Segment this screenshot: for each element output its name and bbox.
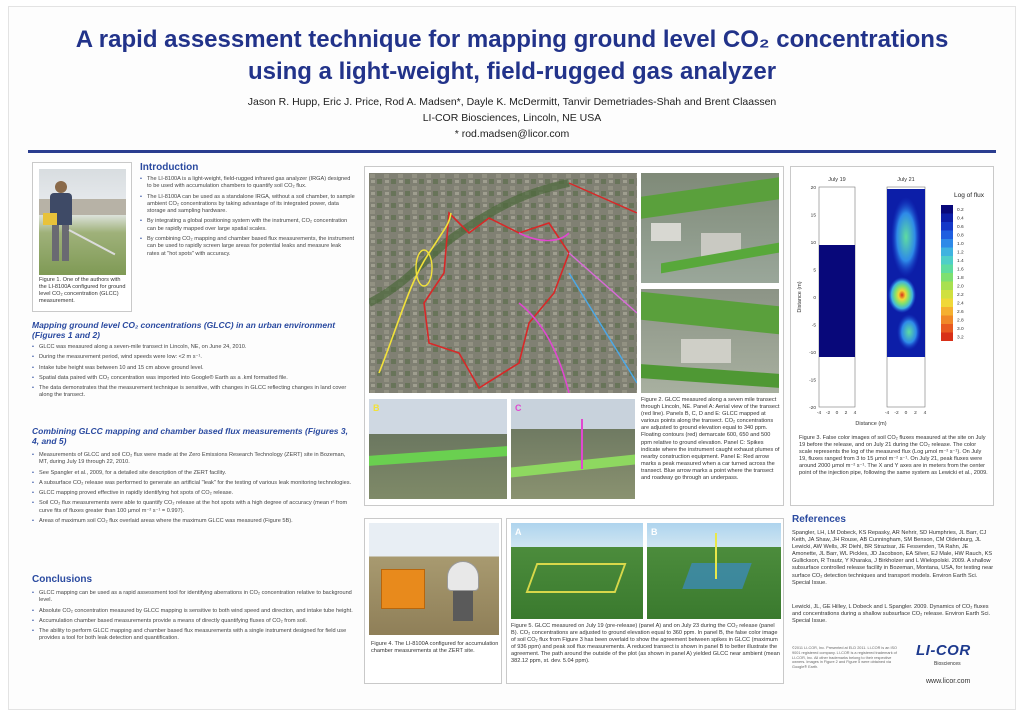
legend-value: 3.0: [957, 327, 964, 332]
legend-title: Log of flux: [954, 192, 984, 199]
july-19-flux-map: [819, 245, 855, 357]
flux-hotspot: [888, 277, 916, 313]
y-tick-label: 20: [810, 185, 816, 191]
legend-swatch: [941, 316, 953, 325]
legend-value: 0.2: [957, 208, 964, 213]
list-item: • Soil CO₂ flux measurements were able to quantify CO₂ release at the hot spots with a high degree of accuracy (mean r² from curve fits of fluxes greater than 100 μmol m⁻² s⁻¹ = 0.997).: [32, 500, 354, 515]
author-block: [0, 94, 1024, 142]
x-tick-label: -4: [816, 411, 822, 416]
list-item: • By combining CO₂ mapping and chamber based flux measurements, the instrument can be used to rapidly screen large areas for potential leaks and measure leak rates at "hot spots" with accuracy.: [140, 236, 355, 258]
legend-value: 0.6: [957, 225, 964, 230]
figure-1-panel: [32, 162, 132, 312]
footer-url[interactable]: www.licor.com: [926, 678, 971, 685]
legend-value: 2.6: [957, 310, 964, 315]
authors: Jason R. Hupp, Eric J. Price, Rod A. Madsen*, Dayle K. McDermitt, Tanvir Demetriades-Shah and Brent Claassen: [247, 96, 777, 108]
flux-region: [891, 197, 921, 277]
legend-swatch: [941, 333, 953, 342]
y-tick-label: 10: [810, 240, 816, 246]
figure-5-panel-b-image: [647, 523, 781, 619]
legend-swatch: [941, 273, 953, 282]
panel-label: C: [515, 403, 522, 413]
legend-swatch: [941, 324, 953, 333]
legend-swatch: [941, 282, 953, 291]
legend-value: 0.4: [957, 216, 964, 222]
panel-title-july-21: July 21: [897, 177, 915, 183]
figure-4-caption: Figure 4. The LI-8100A configured for accumulation chamber measurements at the ZERT site.: [371, 641, 499, 655]
x-tick-label: -2: [894, 411, 899, 416]
x-tick-label: -2: [825, 411, 831, 416]
mapping-heading: Mapping ground level CO₂ concentrations (GLCC) in an urban environment (Figures 1 and 2): [32, 320, 336, 340]
list-item: • The LI-8100A can be used as a standalone IRGA, without a soil chamber, to sample ambient CO₂ concentrations by taking advantage of its integrated power, data storage and sampling hardware.: [140, 194, 355, 216]
x-tick-label: 4: [853, 411, 857, 416]
list-item: • The data demonstrates that the measurement technique is sensitive, with changes in GLCC reflecting changes in land cover along the transect.: [32, 385, 354, 400]
figure-2-panel-d-image: [369, 399, 507, 499]
y-tick-label: -10: [809, 350, 816, 356]
legend-swatch: [941, 290, 953, 299]
legend-value: 1.2: [957, 250, 964, 256]
y-tick-label: 5: [813, 268, 816, 274]
list-item: • GLCC mapping proved effective in rapidly identifying hot spots of CO₂ release.: [32, 490, 354, 497]
contact-email: * rod.madsen@licor.com: [454, 128, 570, 140]
combining-heading: Combining GLCC mapping and chamber based flux measurements (Figures 3, 4, and 5): [32, 426, 348, 446]
list-item: • The LI-8100A is a light-weight, field-rugged infrared gas analyzer (IRGA) designed to be used with accumulation chambers to quantify soil CO₂ flux.: [140, 176, 355, 191]
legend-value: 3.2: [957, 335, 964, 341]
legend-swatch: [941, 231, 953, 240]
mapping-list: [32, 344, 354, 403]
reference-1: Spangler, LH, LM Dobeck, KS Repasky, AR Nehrir, SD Humphries, JL Barr, CJ Keith, JA Shaw, JH Rouse, AB Cunningham, SM Benson, CM Oldenburg, JL Lewicki, AW Wells, JR Diehl, BR Strazisar, JE Fessenden, TA Rahn, JE Amonette, JL Barr, WL Pickles, JD Jacobson, EA Silver, EJ Male, HW Rauch, KS Gullickson, R Trautz, Y Kharaka, J Birkholzer and L Wielopolski. 2009. A shallow subsurface controlled release facility in Bozeman, Montana, USA, for testing near surface CO₂ detection techniques and transport models. Environ Earth Sci. Special Issue.: [792, 530, 994, 586]
figure-5-caption: Figure 5. GLCC measured on July 19 (pre-release) (panel A) and on July 23 during the CO₂ release (panel B). CO₂ concentrations are adjusted to ground elevation equal to 360 ppm. In panel B, the false color image of soil CO₂ flux from Figure 3 has been overlaid to show the agreement between spikes in GLCC (maximum of 936 ppm) and peak soil flux measurements. A reduced transect is shown in panel B to better illustrate the agreement. The path around the outside of the plot (as shown in panel A) yielded GLCC near ambient (mean 382.12 ppm, st. dev. 5.04 ppm).: [511, 623, 780, 665]
list-item: • Accumulation chamber based measurements provide a means of directly quantifying fluxes of CO₂ from soil.: [32, 618, 354, 625]
list-item: • GLCC was measured along a seven-mile transect in Lincoln, NE, on June 24, 2010.: [32, 344, 354, 351]
conclusions-heading: Conclusions: [32, 574, 93, 585]
legend-value: 2.2: [957, 293, 964, 298]
figure-1-caption: Figure 1. One of the authors with the LI-8100A configured for ground level CO₂ concentration (GLCC) measurement.: [39, 277, 126, 305]
reference-2: Lewicki, JL, GE Hilley, L Dobeck and L Spangler. 2009. Dynamics of CO₂ fluxes and concentrations during a shallow subsurface CO₂ release. Environ Earth Sci. Special Issue.: [792, 604, 991, 625]
intro-list: [140, 176, 355, 261]
poster-title: [0, 24, 1024, 88]
figure-2-caption: Figure 2. GLCC measured along a seven mile transect through Lincoln, NE. Panel A: Aerial view of the transect (red line). Panels B, C, D and E: GLCC mapped at various points along the transect. CO₂ concentrations are adjusted to ground elevation equal to 340 ppm. Floating contours (red) demarcate 600, 650 and 500 ppm relative to ground elevation. Panel C: Spikes indicate where the instrument caught exhaust plumes of nearby construction equipment. Panel E: Red arrow marks a peak measured when a car turned across the transect. Blue arrow marks a point where the transect and roadway go through an underpass.: [641, 397, 780, 482]
y-tick-label: -20: [809, 405, 816, 411]
title-line-1: A rapid assessment technique for mapping ground level CO₂ concentrations: [75, 26, 949, 53]
legend-swatch: [941, 248, 953, 257]
legend-swatch: [941, 256, 953, 265]
figure-5-panel-a-image: [511, 523, 643, 619]
y-tick-label: -15: [809, 378, 816, 384]
legend-swatch: [941, 265, 953, 274]
figure-2-panel-b-image: [641, 173, 779, 283]
figure-3-caption: Figure 3. False color images of soil CO₂ fluxes measured at the site on July 19 before the release, and on July 21 during the CO₂ release. The color scale represents the log of the measured flux (Log μmol m⁻² s⁻¹). On July 19, fluxes ranged from 3 to 15 μmol m⁻² s⁻¹. On July 21, peak fluxes were around 2000 μmol m⁻² s⁻¹. The X and Y axes are in meters from the center point of the injection pipe, following the same system as Lewicki et al., 2009.: [799, 435, 988, 477]
x-tick-label: -4: [884, 411, 890, 416]
figure-3-panel: [790, 166, 994, 506]
figure-4-photo: [369, 523, 499, 635]
combining-list: [32, 452, 354, 528]
references-heading: References: [792, 514, 846, 525]
legend-swatch: [941, 307, 953, 316]
list-item: • Spatial data paired with CO₂ concentration was imported into Google® Earth as a .kml formatted file.: [32, 375, 354, 382]
legend-value: 2.0: [957, 284, 964, 290]
panel-label: B: [373, 403, 380, 413]
legend-swatch: [941, 214, 953, 223]
conclusions-list: [32, 590, 354, 646]
list-item: • Measurements of GLCC and soil CO₂ flux were made at the Zero Emissions Research Technology (ZERT) site in Bozeman, MT, during July 19 through 22, 2010.: [32, 452, 354, 467]
figure-2-panel-e-image: [511, 399, 635, 499]
title-line-2: using a light-weight, field-rugged gas analyzer: [247, 58, 777, 85]
list-item: • GLCC mapping can be used as a rapid assessment tool for identifying aberrations in CO₂ concentration relative to background level.: [32, 590, 354, 605]
panel-label: A: [515, 527, 522, 537]
x-axis-label: Distance (m): [855, 421, 887, 427]
list-item: • Absolute CO₂ concentration measured by GLCC mapping is sensitive to both wind speed and direction, and intake tube height.: [32, 608, 354, 615]
logo-subtitle: Biosciences: [934, 661, 961, 667]
footer-small-print: ©2011 LI-COR, Inc. Presented at ELD 2011. LI-COR is an ISO 9001 registered company. LI-COR is a registered trademark of LI-COR, Inc. All other trademarks belong to their respective owners. Images in Figure 2 and Figure 5 were obtained via Google® Earth.: [792, 646, 898, 670]
x-tick-label: 4: [923, 411, 927, 416]
legend-value: 1.6: [957, 267, 964, 273]
flux-region: [897, 314, 921, 350]
intro-heading: Introduction: [140, 162, 199, 173]
x-tick-label: 0: [835, 411, 839, 416]
figure-3-chart: [791, 167, 995, 429]
header-rule: [28, 150, 996, 153]
legend-swatch: [941, 239, 953, 248]
x-tick-label: 2: [914, 411, 917, 416]
list-item: • Intake tube height was between 10 and 15 cm above ground level.: [32, 365, 354, 372]
y-axis-label: Distance (m): [797, 281, 803, 313]
x-tick-label: 2: [844, 411, 848, 416]
legend-value: 0.8: [957, 233, 964, 239]
figure-5-panel: [506, 518, 784, 684]
legend-swatch: [941, 205, 953, 214]
x-tick-label: 0: [904, 411, 908, 416]
panel-label: B: [651, 527, 658, 537]
list-item: • See Spangler et al., 2009, for a detailed site description of the ZERT facility.: [32, 470, 354, 477]
y-tick-label: 15: [810, 213, 816, 219]
legend-swatch: [941, 222, 953, 231]
legend-value: 1.8: [957, 276, 964, 281]
licor-logo: LI-COR: [916, 642, 971, 659]
list-item: • Areas of maximum soil CO₂ flux overlaid areas where the maximum GLCC was measured (Figure 5B).: [32, 518, 354, 525]
list-item: • The ability to perform GLCC mapping and chamber based flux measurements with a single instrument designed for field use provides a tool for both leak detection and quantification.: [32, 628, 354, 643]
legend-value: 1.0: [957, 242, 964, 247]
legend-value: 2.4: [957, 301, 964, 307]
legend-swatch: [941, 299, 953, 308]
figure-2-panel: [364, 166, 784, 506]
affiliation: LI-COR Biosciences, Lincoln, NE USA: [422, 112, 602, 124]
list-item: • By integrating a global positioning system with the instrument, CO₂ concentration can be rapidly mapped over large spatial scales.: [140, 218, 355, 233]
legend-value: 1.4: [957, 259, 964, 264]
y-tick-label: -5: [811, 323, 816, 329]
legend-value: 2.8: [957, 318, 964, 324]
panel-title-july-19: July 19: [828, 177, 846, 183]
figure-1-photo: [39, 169, 126, 275]
figure-2-panel-c-image: [641, 289, 779, 393]
figure-4-panel: [364, 518, 502, 684]
y-tick-label: 0: [813, 295, 816, 301]
list-item: • A subsurface CO₂ release was performed to generate an artificial "leak" for the testing of various leak monitoring technologies.: [32, 480, 354, 487]
figure-2-aerial-map: [369, 173, 637, 393]
list-item: • During the measurement period, wind speeds were low: <2 m s⁻¹.: [32, 354, 354, 361]
